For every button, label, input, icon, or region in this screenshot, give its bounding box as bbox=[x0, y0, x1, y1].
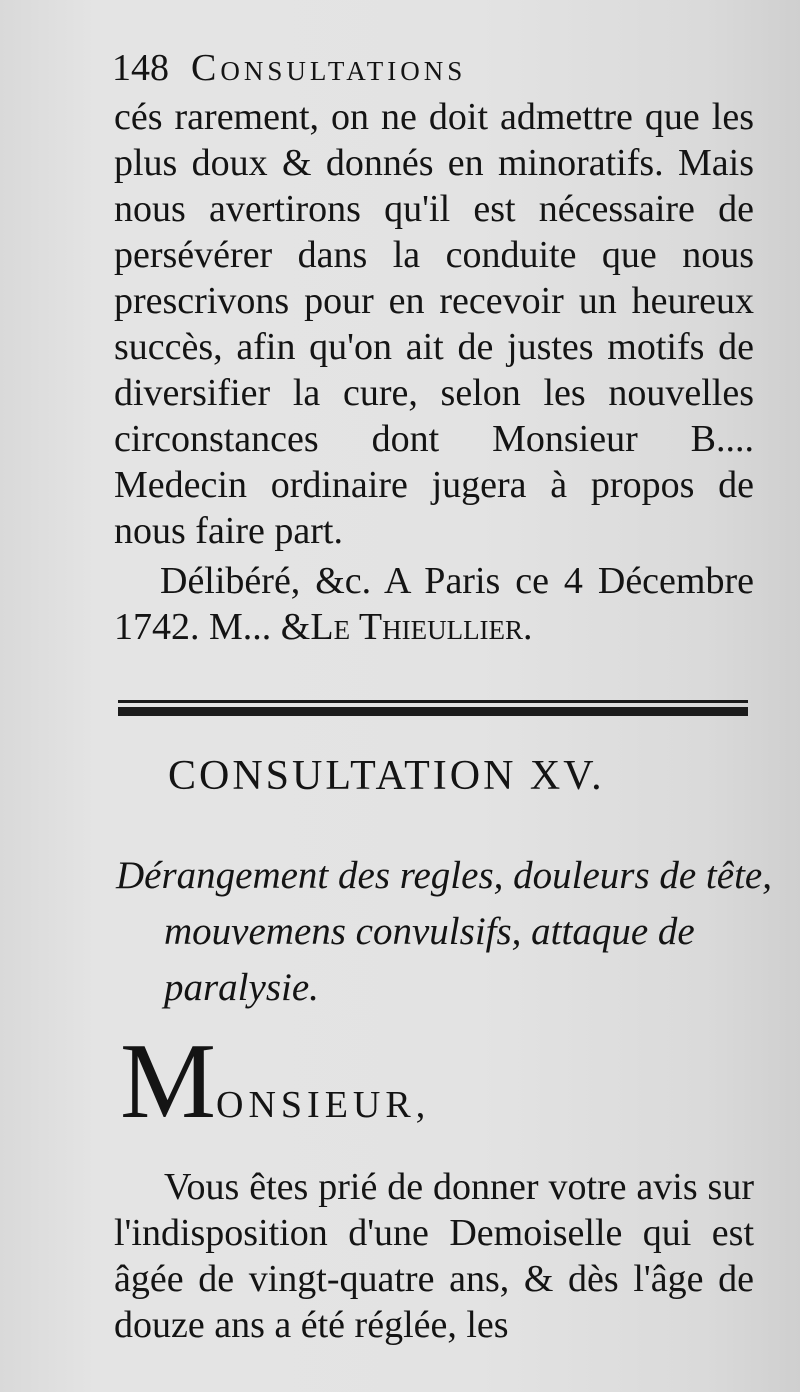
consultation-heading: CONSULTATION XV. bbox=[168, 753, 605, 799]
signature: Le Thieullier. bbox=[310, 606, 533, 648]
drop-initial: M bbox=[120, 1022, 217, 1141]
paragraph-continued: cés rarement, on ne doit admettre que les plus doux & donnés en minoratifs. Mais nous avertirons qu'il est nécessaire de persévérer dans la conduite que nous prescrivons pour en recevoir un heureux succès, afin qu'on ait de justes motifs de diversifier la cure, selon les nouvelles circonstances dont Monsieur B.... Medecin ordinaire jugera à propos de nous faire part. bbox=[114, 96, 754, 552]
consultation-subtitle: Dérangement des regles, douleurs de tête, mouvemens convulsifs, attaque de paralysie. bbox=[116, 854, 772, 1009]
salutation bbox=[120, 1022, 760, 1141]
running-head bbox=[112, 46, 752, 96]
divider-rule-thick bbox=[118, 707, 748, 716]
page-number: 148 bbox=[112, 47, 169, 89]
salutation-rest: ONSIEUR, bbox=[216, 1084, 431, 1126]
paragraph-deliberation bbox=[114, 558, 754, 650]
divider-rule-thin bbox=[118, 700, 748, 703]
paragraph-opening: Vous êtes prié de donner votre avis sur l'indisposition d'une Demoiselle qui est âgée de vingt-quatre ans, & dès l'âge de douze ans a été réglée, les bbox=[114, 1166, 754, 1346]
running-title: Consultations bbox=[191, 47, 467, 89]
deliberation-text: Délibéré, &c. A Paris ce 4 Décembre 1742. M... & bbox=[114, 560, 754, 648]
